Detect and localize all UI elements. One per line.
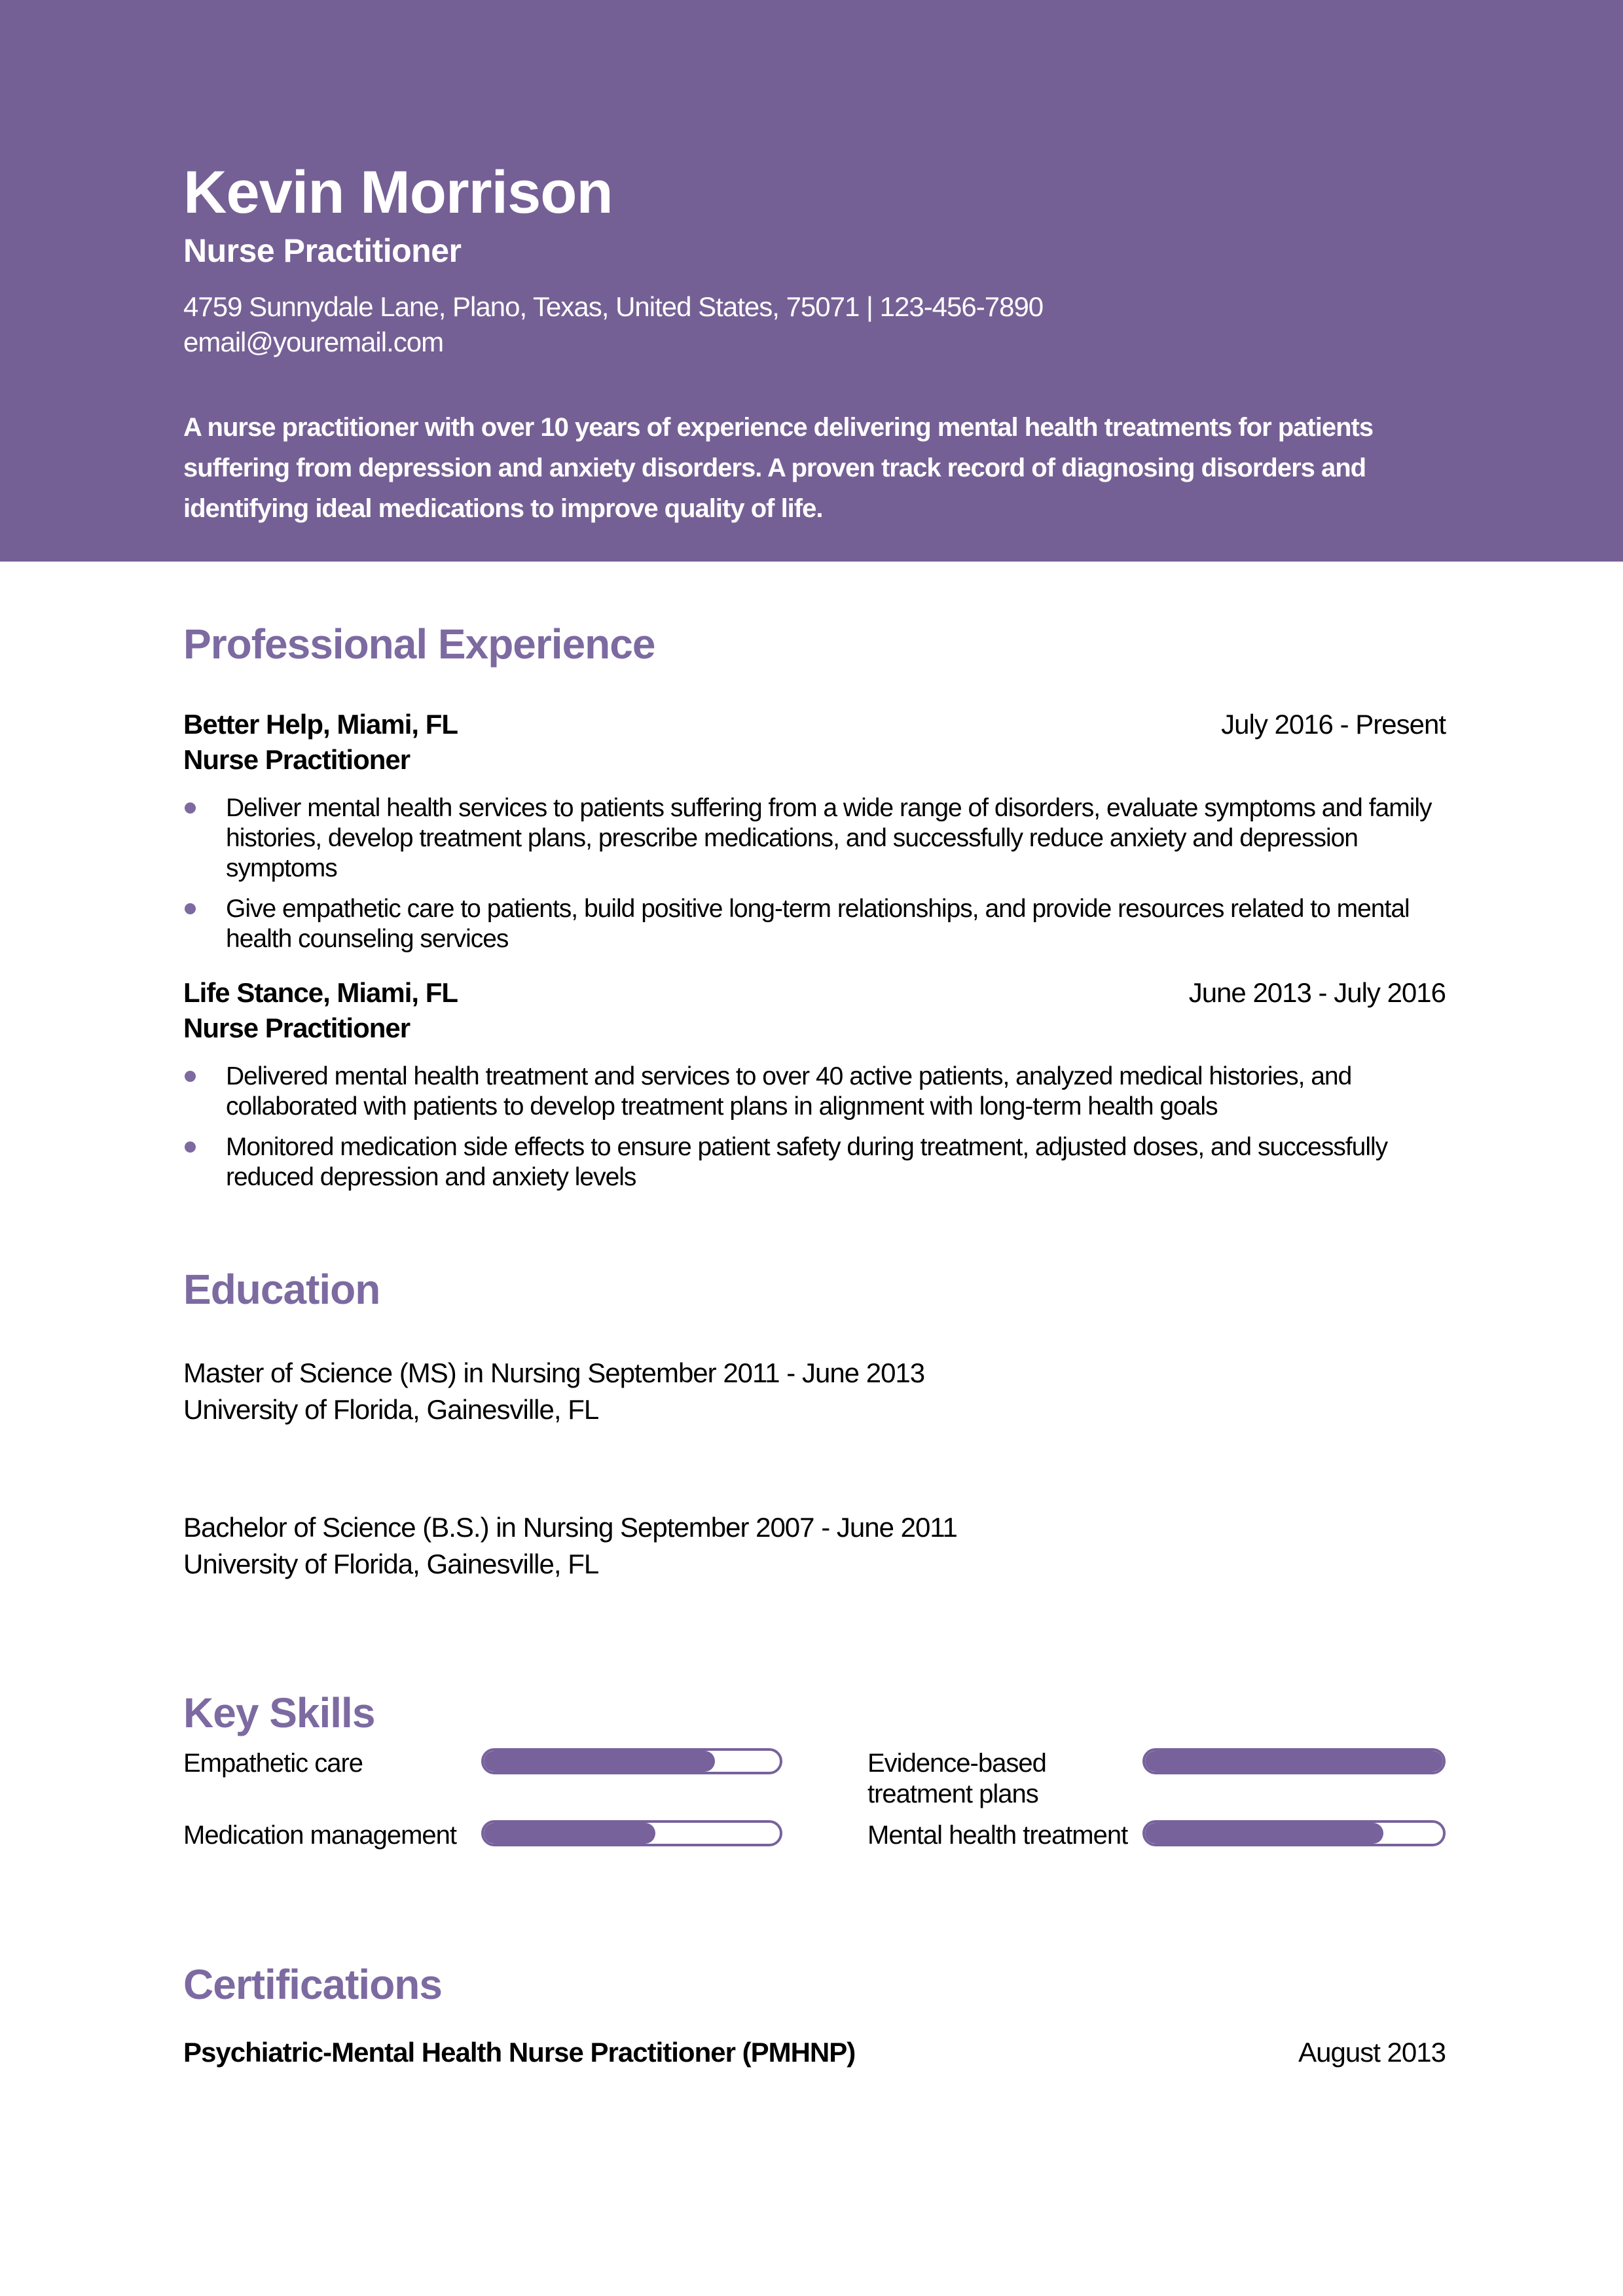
grid-spacer bbox=[782, 1820, 867, 1882]
section-key-skills bbox=[183, 1689, 1446, 1882]
job-title: Nurse Practitioner bbox=[183, 744, 410, 775]
skill-bar bbox=[481, 1820, 782, 1846]
bullet-item bbox=[183, 894, 1444, 954]
skill-bar bbox=[1142, 1820, 1446, 1846]
bullet-icon bbox=[185, 1071, 196, 1082]
bullet-text: Deliver mental health services to patients suffering from a wide range of disorders, evaluate symptoms and family histories, develop treatment plans, prescribe medications, and successfully reduce anxiety and depression symptoms bbox=[226, 794, 1432, 882]
job-dates: June 2013 - July 2016 bbox=[1188, 977, 1446, 1008]
key-skills-heading: Key Skills bbox=[183, 1689, 375, 1736]
certifications-heading: Certifications bbox=[183, 1961, 442, 2008]
person-name: Kevin Morrison bbox=[183, 159, 613, 226]
skill-bar bbox=[481, 1748, 782, 1774]
skills-grid bbox=[183, 1748, 1446, 1882]
bullet-text: Give empathetic care to patients, build positive long-term relationships, and provide resources related to mental health counseling services bbox=[226, 895, 1410, 953]
job-entry bbox=[183, 975, 1446, 1193]
skill-bar-fill bbox=[1145, 1823, 1383, 1844]
job-header-row bbox=[183, 975, 1446, 1011]
certification-name: Psychiatric-Mental Health Nurse Practitioner (PMHNP) bbox=[183, 2037, 856, 2068]
education-entry bbox=[183, 1509, 1446, 1583]
email-text: email@youremail.com bbox=[183, 327, 444, 357]
company-name: Better Help, Miami, FL bbox=[183, 709, 458, 740]
bullet-item bbox=[183, 1132, 1444, 1193]
job-header-row bbox=[183, 707, 1446, 742]
bullet-icon bbox=[185, 1141, 196, 1153]
skill-bar bbox=[1142, 1748, 1446, 1774]
section-experience bbox=[183, 620, 1446, 1193]
skill-bar-fill bbox=[484, 1751, 715, 1772]
degree-line: Bachelor of Science (B.S.) in Nursing September 2007 - June 2011 bbox=[183, 1512, 957, 1543]
section-education bbox=[183, 1268, 1446, 1583]
job-entry bbox=[183, 707, 1446, 954]
section-certifications bbox=[183, 1961, 1446, 2070]
degree-line: Master of Science (MS) in Nursing September 2011 - June 2013 bbox=[183, 1357, 925, 1388]
bullet-item bbox=[183, 1062, 1444, 1122]
skill-label: Medication management bbox=[183, 1821, 457, 1850]
profile-summary: A nurse practitioner with over 10 years of experience delivering mental health treatments for patients suffering from depression and anxiety disorders. A proven track record of diagnosing disorders and identifying ideal medications to improve quality of life. bbox=[183, 413, 1374, 523]
skill-bar-fill bbox=[1145, 1751, 1443, 1772]
bullet-item bbox=[183, 793, 1444, 884]
bullet-icon bbox=[185, 802, 196, 814]
company-name: Life Stance, Miami, FL bbox=[183, 977, 458, 1008]
education-entry bbox=[183, 1355, 1446, 1428]
school-line: University of Florida, Gainesville, FL bbox=[183, 1549, 599, 1579]
bullet-list bbox=[183, 793, 1446, 954]
bullet-text: Monitored medication side effects to ensure patient safety during treatment, adjusted doses, and successfully reduced depression and anxiety levels bbox=[226, 1133, 1388, 1191]
skill-bar-fill bbox=[484, 1823, 655, 1844]
grid-spacer bbox=[782, 1748, 867, 1810]
skill-label: Evidence-based treatment plans bbox=[867, 1749, 1046, 1808]
bullet-icon bbox=[185, 903, 196, 914]
education-heading: Education bbox=[183, 1266, 380, 1313]
job-dates: July 2016 - Present bbox=[1221, 709, 1446, 740]
job-title: Nurse Practitioner bbox=[183, 1013, 410, 1043]
school-line: University of Florida, Gainesville, FL bbox=[183, 1394, 599, 1425]
bullet-list bbox=[183, 1062, 1446, 1193]
certification-entry bbox=[183, 2036, 1446, 2070]
experience-heading: Professional Experience bbox=[183, 620, 655, 668]
certification-date: August 2013 bbox=[1298, 2037, 1446, 2068]
header-band bbox=[0, 0, 1623, 562]
person-job-title: Nurse Practitioner bbox=[183, 232, 462, 269]
skill-label: Mental health treatment bbox=[867, 1821, 1128, 1850]
contact-line: 4759 Sunnydale Lane, Plano, Texas, United States, 75071 | 123-456-7890 bbox=[183, 291, 1044, 322]
skill-label: Empathetic care bbox=[183, 1749, 363, 1778]
bullet-text: Delivered mental health treatment and services to over 40 active patients, analyzed medical histories, and collaborated with patients to develop treatment plans in alignment with long-term health goals bbox=[226, 1062, 1352, 1121]
